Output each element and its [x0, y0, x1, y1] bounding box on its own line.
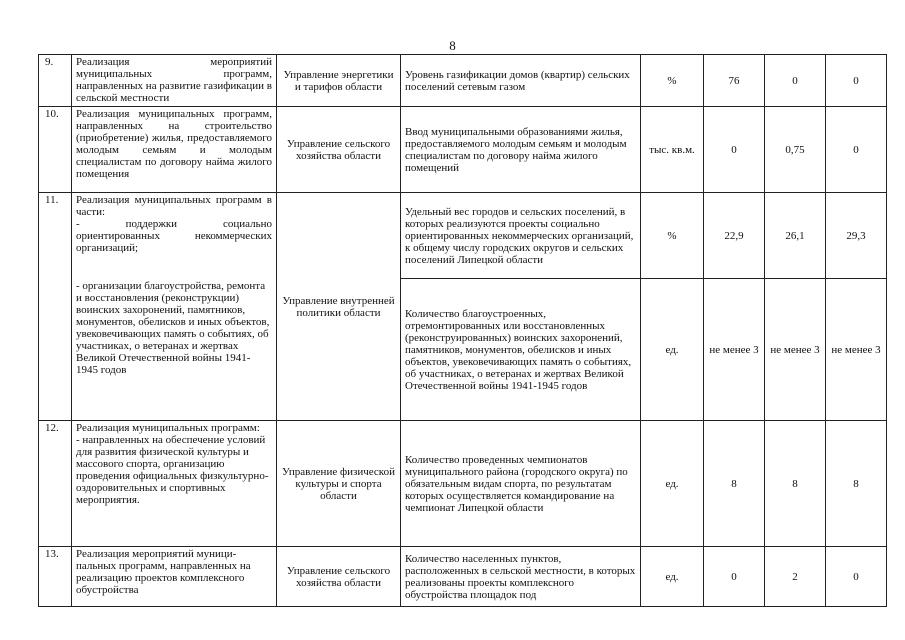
value-cell: 0: [826, 547, 887, 607]
value-cell: 22,9: [704, 193, 765, 279]
department-cell: Управление сельского хозяйства области: [277, 107, 401, 193]
program-cell: - организации благоустройства, ремонта и восстановления (реконструкции) воинских захоронений, памятников, монументов, обелисков и иных объектов, увековечивающих память о событиях, об участниках, о ветеранах и жертвах Великой Отечественной войны 1941-1945 годов: [72, 279, 277, 421]
value-cell: 0: [826, 107, 887, 193]
row-number: 10.: [39, 107, 72, 193]
value-cell: не менее 3: [704, 279, 765, 421]
indicators-table: [38, 54, 887, 607]
value-cell: 26,1: [765, 193, 826, 279]
value-cell: 29,3: [826, 193, 887, 279]
program-cell: Реализация мероприятий муниципальных программ, направленных на развитие газификации в сельской местности: [72, 55, 277, 107]
program-cell: Реализация муниципальных программ: - направленных на обеспечение условий для развития физической культуры и массового спорта, организацию проведения официальных физкультурно-оздоровительных и спортивных мероприятия.: [72, 421, 277, 547]
program-cell: Реализация муниципальных программ, направленных на строительство (приобретение) жилья, предоставляемого молодым семьям и молодым специалистам по договору найма жилого помещения: [72, 107, 277, 193]
table-row: [39, 547, 887, 607]
row-number: 13.: [39, 547, 72, 607]
value-cell: не менее 3: [765, 279, 826, 421]
value-cell: 76: [704, 55, 765, 107]
department-cell: Управление энергетики и тарифов области: [277, 55, 401, 107]
table-row: [39, 107, 887, 193]
program-cell: Реализация мероприятий муници-пальных программ, направленных на реализацию проектов комплексного обустройства: [72, 547, 277, 607]
department-cell: Управление сельского хозяйства области: [277, 547, 401, 607]
unit-cell: %: [641, 193, 704, 279]
value-cell: 8: [826, 421, 887, 547]
page-number: 8: [449, 38, 456, 53]
value-cell: 8: [765, 421, 826, 547]
value-cell: 2: [765, 547, 826, 607]
table-row: [39, 193, 887, 279]
value-cell: 0: [826, 55, 887, 107]
department-cell: Управление внутренней политики области: [277, 193, 401, 421]
unit-cell: %: [641, 55, 704, 107]
value-cell: 0: [765, 55, 826, 107]
department-cell: Управление физической культуры и спорта области: [277, 421, 401, 547]
indicator-cell: Уровень газификации домов (квартир) сельских поселений сетевым газом: [401, 55, 641, 107]
row-number: 11.: [39, 193, 72, 421]
indicator-cell: Количество проведенных чемпионатов муниципального района (городского округа) по обязательным видам спорта, по результатам которых осуществляется командирование на чемпионат Липецкой области: [401, 421, 641, 547]
unit-cell: тыс. кв.м.: [641, 107, 704, 193]
unit-cell: ед.: [641, 279, 704, 421]
unit-cell: ед.: [641, 421, 704, 547]
indicator-cell: Удельный вес городов и сельских поселений, в которых реализуются проекты социально ориентированных некоммерческих организаций, к общему числу городских округов и сельских поселений Липецкой области: [401, 193, 641, 279]
table-row: [39, 421, 887, 547]
program-cell: Реализация муниципальных программ в части: - поддержки социально ориентированных некоммерческих организаций;: [72, 193, 277, 279]
indicator-cell: Количество благоустроенных, отремонтированных или восстановленных (реконструированных) воинских захоронений, памятников, монументов, обелисков и иных объектов, увековечивающих память о событиях, об участниках, о ветеранах и жертвах Великой Отечественной войны 1941-1945 годов: [401, 279, 641, 421]
value-cell: 0,75: [765, 107, 826, 193]
indicator-cell: Ввод муниципальными образованиями жилья, предоставляемого молодым семьям и молодым специалистам по договору найма жилого помещений: [401, 107, 641, 193]
value-cell: 0: [704, 107, 765, 193]
indicator-cell: Количество населенных пунктов, расположенных в сельской местности, в которых реализованы проекты комплексного обустройства площадок под: [401, 547, 641, 607]
row-number: 9.: [39, 55, 72, 107]
value-cell: не менее 3: [826, 279, 887, 421]
value-cell: 0: [704, 547, 765, 607]
value-cell: 8: [704, 421, 765, 547]
unit-cell: ед.: [641, 547, 704, 607]
table-row: [39, 55, 887, 107]
row-number: 12.: [39, 421, 72, 547]
table-row: [39, 279, 887, 421]
